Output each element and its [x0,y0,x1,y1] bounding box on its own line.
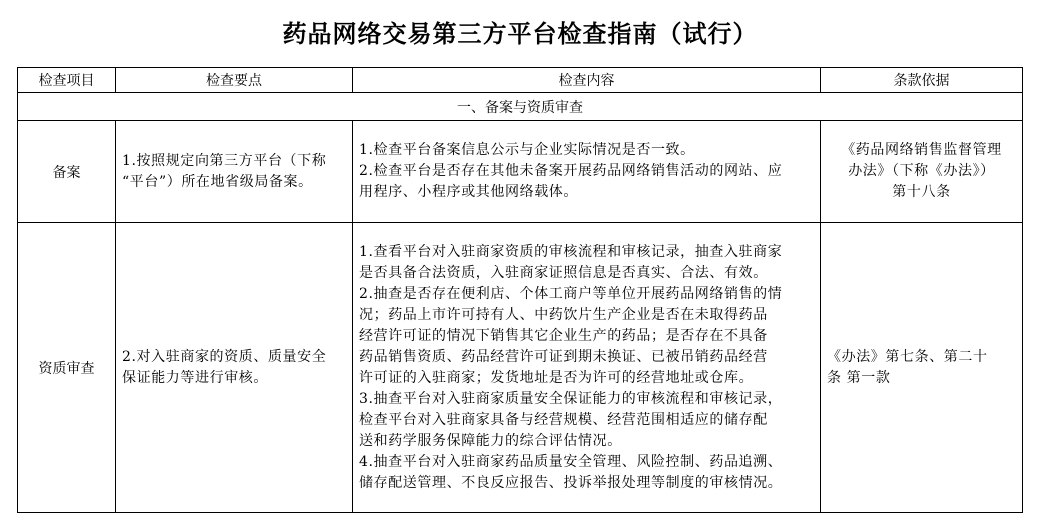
text-line: 1.按照规定向第三方平台（下称 [122,152,327,169]
section-title: 一、备案与资质审查 [18,93,1023,121]
text-line: 条 第一款 [827,369,891,386]
text-line: 经营许可证的情况下销售其它企业生产的药品；是否存在不具备 [359,327,768,344]
table-row [18,223,1023,513]
header-content: 检查内容 [353,68,821,93]
text-line: 2.对入驻商家的资质、质量安全 [122,348,327,365]
text-line: 2.检查平台是否存在其他未备案开展药品网络销售活动的网站、应 [359,163,783,179]
row-item: 资质审查 [18,223,116,513]
text-line: 《药品网络销售监督管理 [841,142,1002,158]
text-line: 3.抽查平台对入驻商家质量安全保证能力的审核流程和审核记录， [359,390,783,407]
text-line: 办法》（下称《办法》） [848,163,995,179]
row-basis [821,121,1023,223]
text-line: 储存配送管理、不良反应报告、投诉举报处理等制度的审核情况。 [359,474,783,491]
text-line: 第十八条 [892,184,951,200]
row-content [353,223,821,513]
row-item: 备案 [18,121,116,223]
text-line: 1.查看平台对入驻商家资质的审核流程和审核记录，抽查入驻商家 [359,243,783,260]
header-points: 检查要点 [116,68,353,93]
table-row [18,121,1023,223]
text-line: 保证能力等进行审核。 [122,369,268,386]
text-line: 1.检查平台备案信息公示与企业实际情况是否一致。 [359,142,695,158]
text-line: 况；药品上市许可持有人、中药饮片生产企业是否在未取得药品 [359,306,768,323]
text-line: 药品销售资质、药品经营许可证到期未换证、已被吊销药品经营 [359,348,768,365]
text-line: 送和药学服务保障能力的综合评估情况。 [359,432,622,449]
text-line: 许可证的入驻商家；发货地址是否为许可的经营地址或仓库。 [359,369,754,386]
section-row [18,93,1023,121]
text-line: 4.抽查平台对入驻商家药品质量安全管理、风险控制、药品追溯、 [359,453,783,470]
text-line: 检查平台对入驻商家具备与经营规模、经营范围相适应的储存配 [359,411,768,428]
text-line: 2.抽查是否存在便利店、个体工商户等单位开展药品网络销售的情 [359,285,783,302]
row-basis [821,223,1023,513]
text-line: 用程序、小程序或其他网络载体。 [359,184,578,200]
text-line: 《办法》第七条、第二十 [827,348,988,365]
row-points [116,223,353,513]
row-points [116,121,353,223]
text-line: “平台”）所在地省级局备案。 [122,173,313,190]
inspection-table [17,67,1023,513]
row-content [353,121,821,223]
text-line: 是否具备合法资质，入驻商家证照信息是否真实、合法、有效。 [359,264,768,281]
table-header-row [18,68,1023,93]
header-basis: 条款依据 [821,68,1023,93]
header-item: 检查项目 [18,68,116,93]
page-title: 药品网络交易第三方平台检查指南（试行） [282,20,758,48]
